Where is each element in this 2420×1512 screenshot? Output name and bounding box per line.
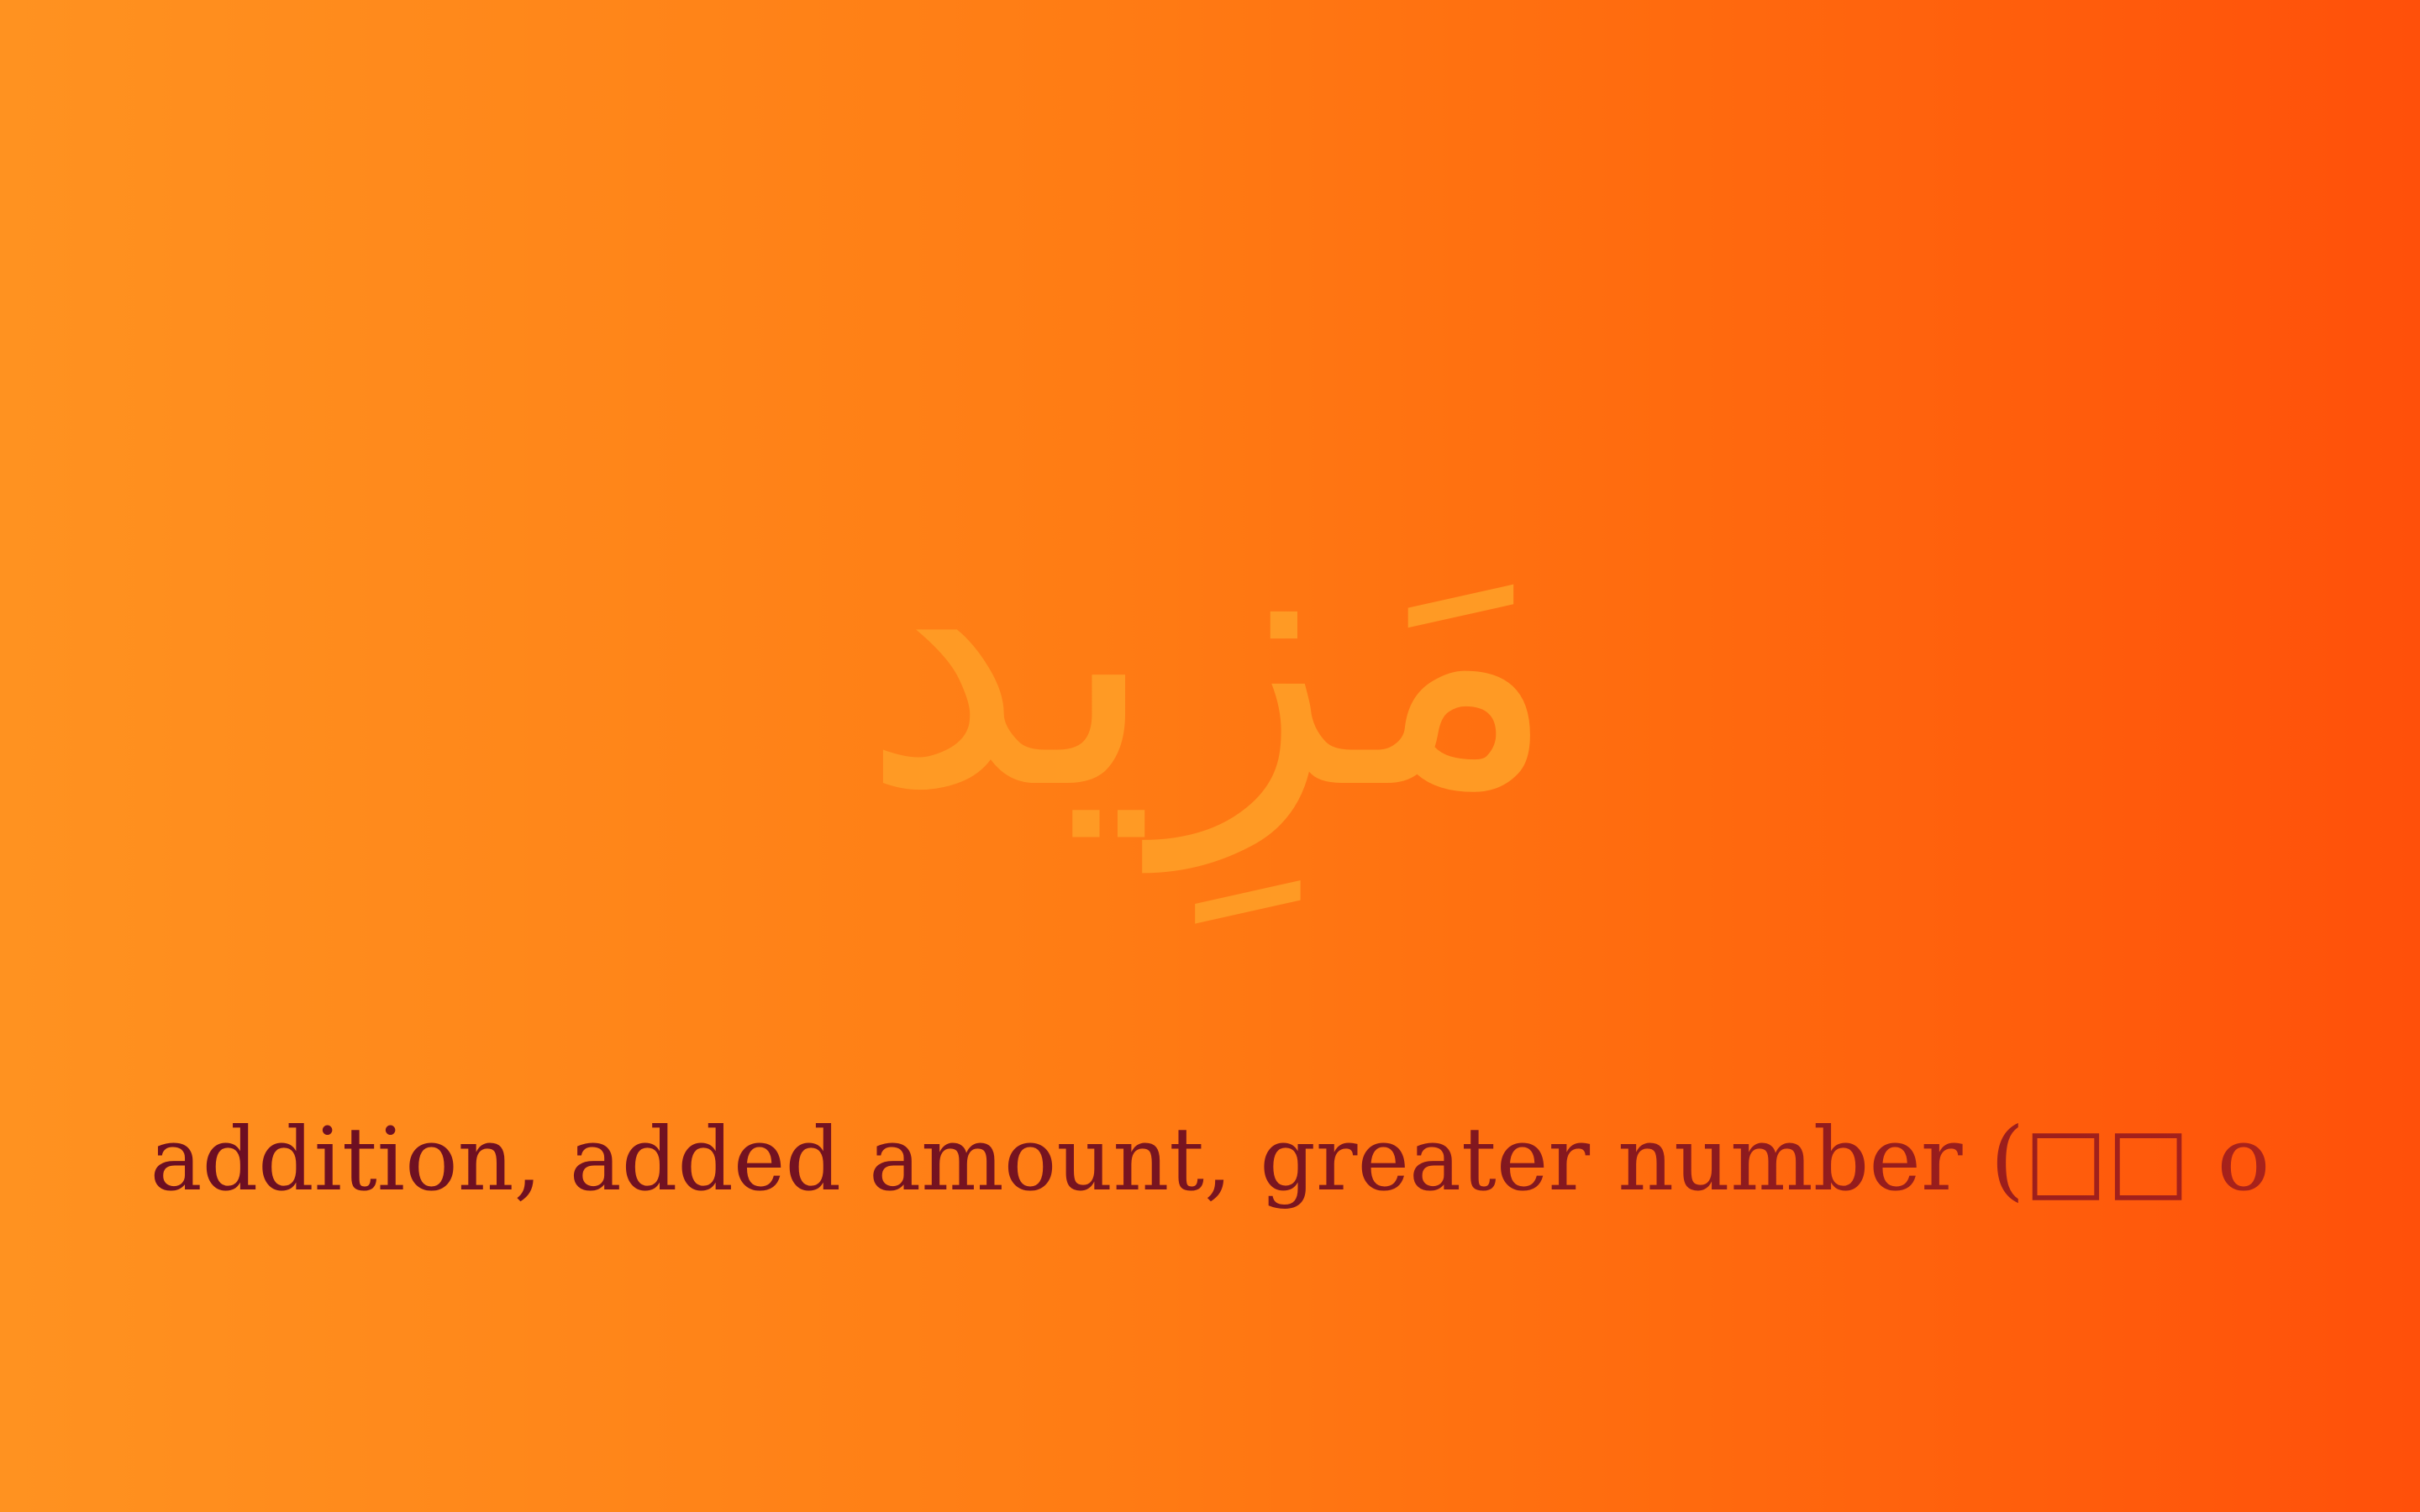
word-definition: addition, added amount, greater number (□□ o — [0, 1100, 2420, 1218]
arabic-word: مَزِيد — [860, 440, 1560, 870]
